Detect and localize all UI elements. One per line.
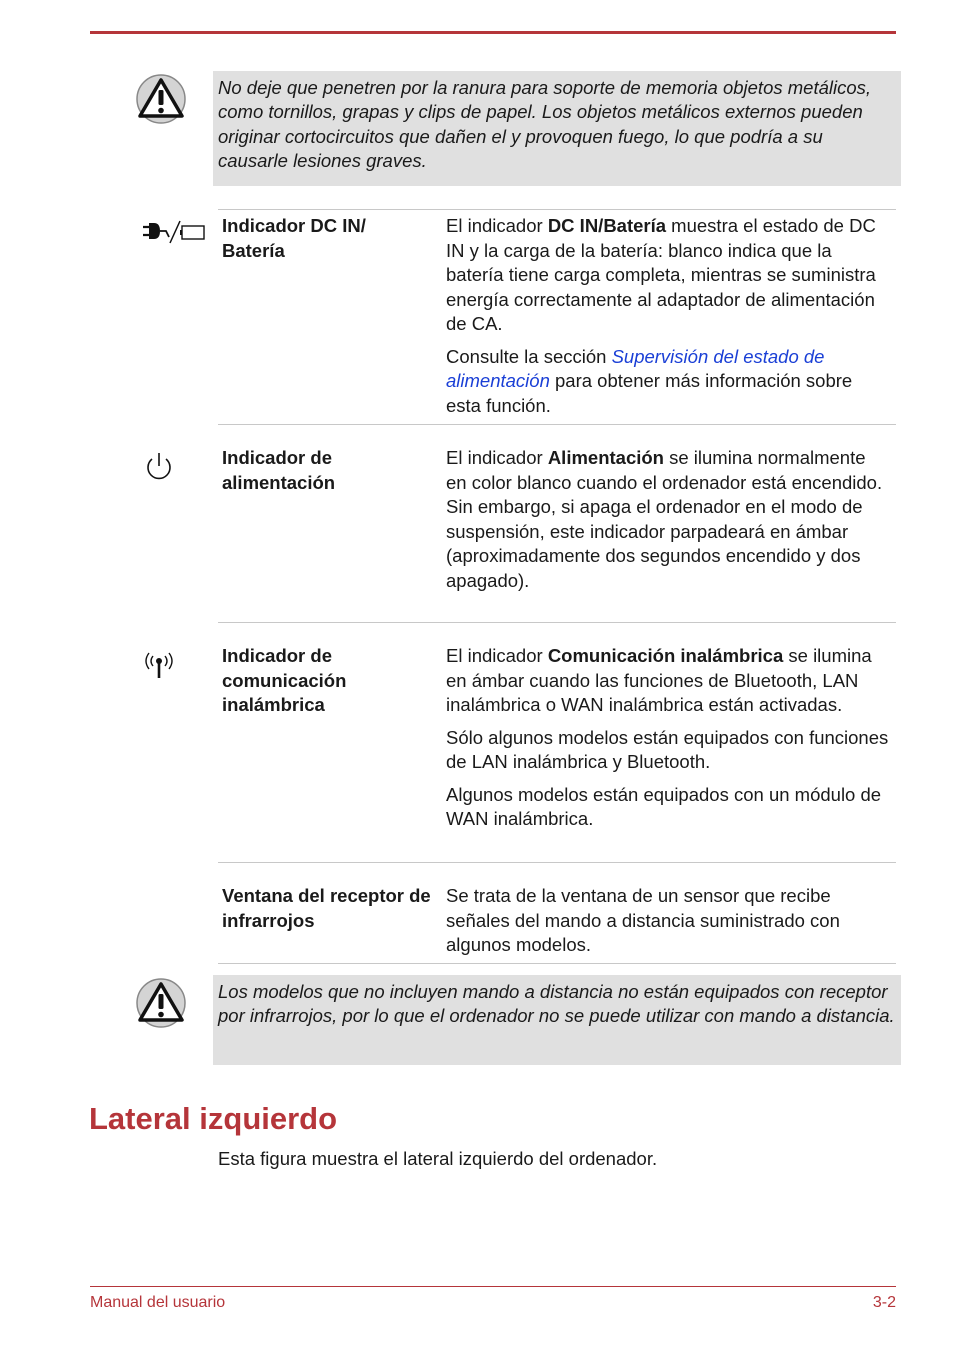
indicator-term: Indicador de comunicación inalámbrica — [222, 645, 347, 715]
indicator-description: El indicador Alimentación se ilumina normalmente en color blanco cuando el ordenador está encendido. Sin embargo, si apaga el ordenador en el modo de suspensión, este indicador parpadeará en ámbar (aproximadamente dos segundos encendido y dos apagado). — [446, 447, 883, 591]
warning-note-text: Los modelos que no incluyen mando a distancia no están equipados con receptor por infrarrojos, por lo que el ordenador no se puede utilizar con mando a distancia. — [218, 981, 895, 1027]
footer-page-number: 3-2 — [872, 1294, 896, 1311]
indicator-description: El indicador DC IN/Batería muestra el estado de DC IN y la carga de la batería: blanco indica que la batería tiene carga completa, mientras se suministra energía correctamente al adaptador de alimentación de CA. Consulte la sección Supervisión del estado de alimentación para obtener más información sobre esta función. — [446, 215, 876, 416]
section-intro: Esta figura muestra el lateral izquierdo del ordenador. — [218, 1148, 658, 1169]
table-row-divider — [218, 963, 896, 964]
section-title: Lateral izquierdo — [89, 1101, 338, 1136]
power-status-link[interactable]: Supervisión del estado de alimentación — [446, 345, 825, 391]
header-rule — [90, 31, 896, 34]
footer-manual-title: Manual del usuario — [90, 1294, 226, 1311]
warning-note — [213, 71, 901, 186]
warning-triangle-icon — [135, 73, 187, 125]
indicator-term: Indicador de alimentación — [222, 447, 336, 493]
table-row-divider — [218, 622, 896, 623]
footer-rule — [90, 1286, 896, 1287]
warning-note-text: No deje que penetren por la ranura para soporte de memoria objetos metálicos, como tornillos, grapas y clips de papel. Los objetos metálicos externos pueden originar cortocircuitos que dañen el y provoquen fuego, lo que podría a su causarle lesiones graves. — [218, 77, 872, 171]
power-icon — [144, 450, 174, 489]
warning-note — [213, 975, 901, 1065]
table-row-divider — [218, 424, 896, 425]
indicator-term: Indicador DC IN/ Batería — [222, 215, 366, 261]
indicator-description: El indicador Comunicación inalámbrica se ilumina en ámbar cuando las funciones de Bluetooth, LAN inalámbrica o WAN inalámbrica están activadas. Sólo algunos modelos están equipados con funciones de LAN inalámbrica y Bluetooth. Algunos modelos están equipados con un módulo de WAN inalámbrica. — [446, 645, 889, 829]
table-row-divider — [218, 862, 896, 863]
indicator-description: Se trata de la ventana de un sensor que recibe señales del mando a distancia suministrado con algunos modelos. — [446, 885, 840, 955]
table-row-divider — [218, 209, 896, 210]
dc-in-battery-icon — [140, 219, 208, 252]
indicator-term: Ventana del receptor de infrarrojos — [222, 885, 431, 931]
warning-triangle-icon — [135, 977, 187, 1029]
wireless-icon — [143, 650, 175, 687]
